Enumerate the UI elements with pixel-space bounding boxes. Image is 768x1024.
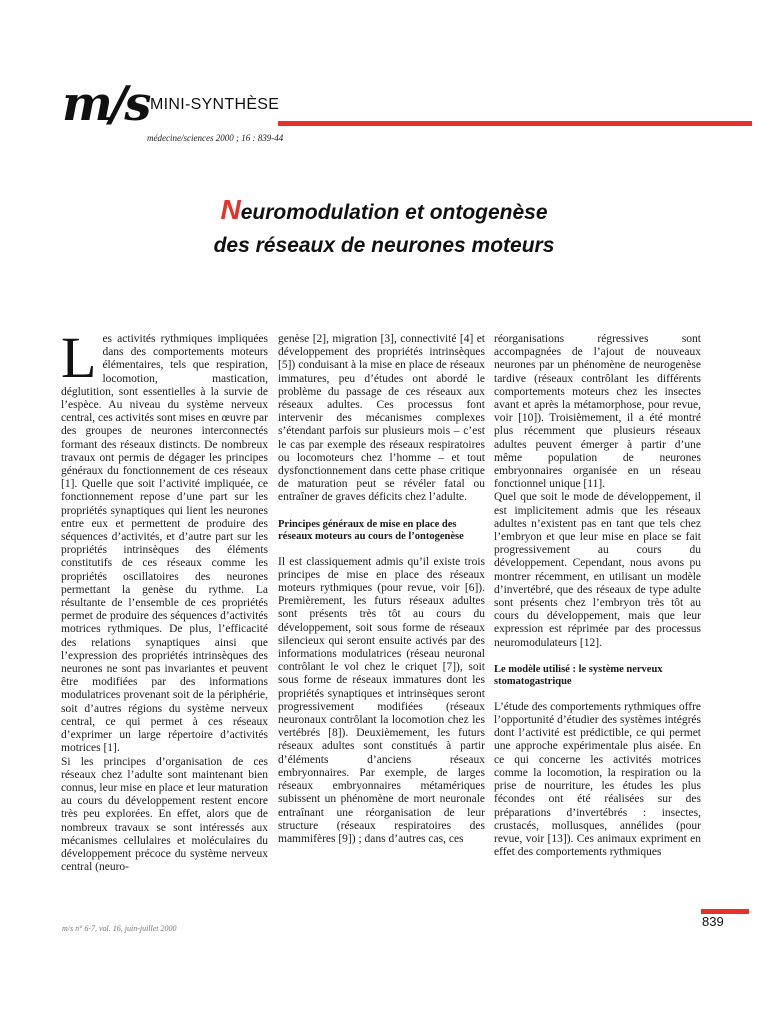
section-heading: Le modèle utilisé : le système nerveux stomatogastrique xyxy=(494,663,663,688)
text-column-1 xyxy=(61,325,268,874)
journal-reference: médecine/sciences 2000 ; 16 : 839-44 xyxy=(147,133,284,143)
paragraph: L’étude des comportements rythmiques offre l’opportunité d’étudier des systèmes intégrés dont l’activité est prédictible, ce qui permet une approche expérimentale plus aisée. En ce qui concerne les activités motrices comme la locomotion, la respiration ou la prise de nourriture, les études les plus fécondes ont été réalisées sur des préparations d’invertébrés : insectes, crustacés, mollusques, annélides (pour revue, voir [13]). Ces animaux expriment en effet des comportements rythmiques xyxy=(494,700,701,859)
paragraph: Quel que soit le mode de développement, il est implicitement admis que les réseaux adultes n’existent pas en tant que tels chez l’embryon et que leur mise en place se fait progressivement au cours du développement. Cependant, nous avons pu montrer récemment, en utilisant un modèle d’invertébré, que des réseaux de type adulte sont présents chez l’embryon très tôt au cours du développement, mais que leur expression est réprimée par des processus neuromodulateurs [12]. xyxy=(494,491,701,649)
page-number: 839 xyxy=(702,914,724,929)
journal-logo: m/s xyxy=(62,76,149,132)
article-title xyxy=(0,193,768,262)
paragraph: Il est classiquement admis qu’il existe trois principes de mise en place des réseaux moteurs rythmiques (pour revue, voir [6]). Premièrement, les futurs réseaux adultes sont présents très tôt au cours du développement, soit sous forme de réseaux silencieux qui seront ensuite activés par des informations modulatrices (réseau neuronal contrôlant le vol chez le criquet [7]), soit sous forme de réseaux immatures dont les propriétés synaptiques et intrinsèques seront progressivement modifiées (réseaux neuronaux contrôlant la locomotion chez les vertébrés [8]). Deuxièmement, les futurs réseaux adultes sont constitués à partir d’éléments d’anciens réseaux embryonnaires. Par exemple, de larges réseaux embryonnaires métamériques subissent un phénomène de mort neuronale entraînant une réorganisation de leur structure (réseaux respiratoires des mammifères [9]) ; dans d’autres cas, ces xyxy=(278,555,485,845)
text-column-3 xyxy=(494,333,701,859)
title-line-1-rest: euromodulation et ontogenèse xyxy=(240,201,548,224)
footer-reference: m/s n° 6-7, vol. 16, juin-juillet 2000 xyxy=(62,924,177,933)
paragraph: réorganisations régressives sont accompagnées de l’ajout de nouveaux neurones par un phénomène de neurogenèse tardive (réseaux contrôlant les différents comportements moteurs chez les insectes avant et après la métamorphose, pour revue, voir [10]). Troisièmement, il a été montré plus récemment que plusieurs réseaux adultes peuvent émerger à partir d’une même population de neurones embryonnaires organisée en un réseau fonctionnel unique [11]. xyxy=(494,333,701,491)
title-line-1 xyxy=(0,193,768,229)
section-heading: Principes généraux de mise en place des réseaux moteurs au cours de l’ontogenèse xyxy=(278,518,464,543)
paragraph: genèse [2], migration [3], connectivité [4] et développement des propriétés intrinsèques [5]) conduisant à la mise en place de réseaux immatures, peu d’études ont abordé le problème du passage de ces réseaux aux réseaux adultes. Ces processus font intervenir des mécanismes complexes s’étendant parfois sur plusieurs mois – c’est le cas par exemple des réseaux respiratoires ou locomoteurs chez l’homme – et tout dysfonctionnement dans cette phase critique de maturation peut se révéler fatal ou entraîner de graves déficits chez l’adulte. xyxy=(278,333,485,504)
paragraph: Si les principes d’organisation de ces réseaux chez l’adulte sont maintenant bien connus, leur mise en place et leur maturation au cours du développement restent encore très peu explorées. En effet, alors que de nombreux travaux se sont intéressés aux mécanismes cellulaires et moléculaires du développement précoce du système nerveux central (neuro- xyxy=(61,755,268,874)
text-column-2 xyxy=(278,333,485,846)
title-initial: N xyxy=(220,194,241,225)
section-label: MINI-SYNTHÈSE xyxy=(150,96,280,113)
header-red-rule xyxy=(278,121,752,126)
drop-cap: L xyxy=(61,325,97,390)
title-line-2: des réseaux de neurones moteurs xyxy=(213,234,555,257)
paragraph: es activités rythmiques impliquées dans des comportements moteurs élémentaires, tels que respiration, locomotion, mastication, déglutition, sont essentielles à la survie de l’espèce. Au niveau du système nerveux central, ces activités sont mises en œuvre par des groupes de neurones interconnectés formant des réseaux distincts. De nombreux travaux ont permis de dégager les principes généraux du fonctionnement de ces réseaux [1]. Quelle que soit l’activité impliquée, ce fonctionnement repose d’une part sur les propriétés synaptiques qui lient les neurones entre eux et permettent de produire des séquences d’activités, et d’autre part sur les propriétés intrinsèques des éléments constitutifs de ces réseaux comme les propriétés oscillatoires des neurones permettant la genèse du rythme. La résultante de l’ensemble de ces propriétés permet de produire des séquences d’activités motrices rythmiques. De plus, l’efficacité des relations synaptiques ainsi que l’expression des propriétés intrinsèques des neurones ne sont pas invariantes et peuvent être modifiées par des informations modulatrices provenant soit de la périphérie, soit d’autres régions du système nerveux central, ce qui permet à ces réseaux d’exprimer un large répertoire d’activités motrices [1]. xyxy=(61,333,268,755)
